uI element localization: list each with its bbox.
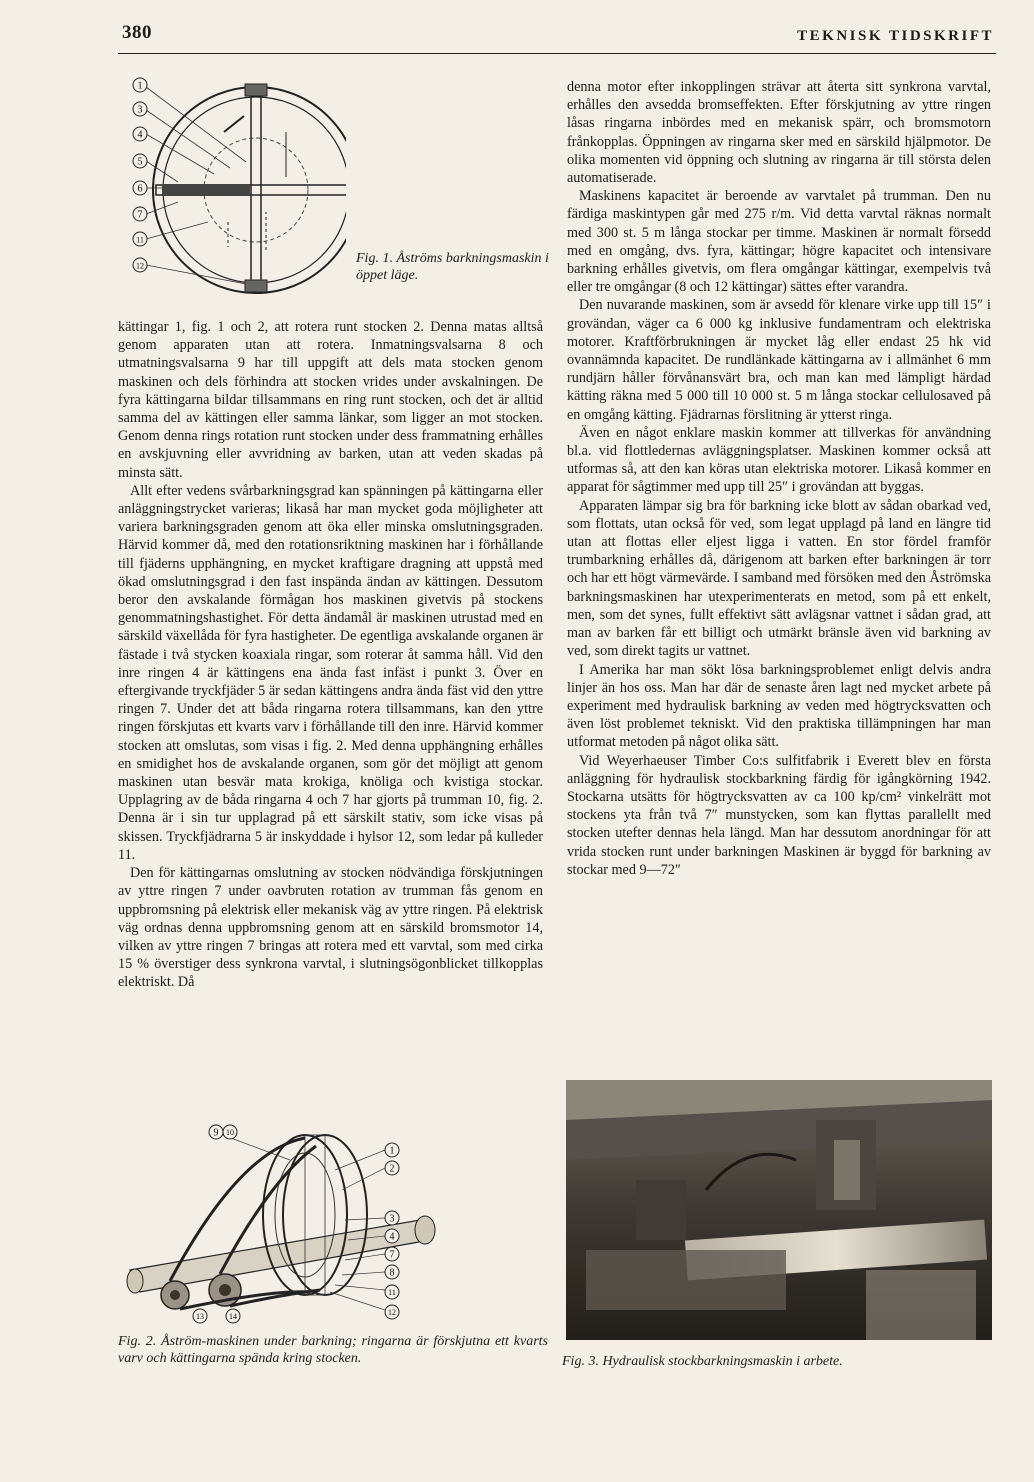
fig2-label: 1 [389,1145,395,1157]
paragraph: I Amerika har man sökt lösa barkningsproblemet enligt delvis andra linjer än hos oss. Man har där de senaste åren lagt ned mycket arbete på experiment med hydraulisk barkning av veden med högtrycksvatten och även löst problemet tekniskt. Vid den praktiska tillämpningen har man utformat metoden på något olika sätt. [567,661,991,751]
fig1-label: 4 [137,129,143,141]
paragraph: denna motor efter inkopplingen strävar att återta sitt synkrona varvtal, erhålles den avsedda bromseffekten. Efter förskjutning av yttre ringen låsas ringarna inbördes med en mekanisk spärr, och bromsmotorn frånkopplas. Öppningen av ringarna sker med en särskild hjälpmotor. De olika momenten vid öppning och slutning av ringarna är till största delen automatiserade. [567,79,991,187]
paragraph: Vid Weyerhaeuser Timber Co:s sulfitfabrik i Everett blev en första anläggning för hydraulisk stockbarkning färdig för igångkörning 1942. Stockarna utsätts för högtrycksvatten av ca 100 kp/cm² vinkelrätt mot stockens yta från två 7″ munstycken, som kan flyttas parallellt med stocken utefter dennas hela längd. Man har dessutom anordningar för att vrida stocken runt under barkningen Maskinen är byggd för barkning av stockar med 9—72″ [567,752,991,878]
journal-title: TEKNISK TIDSKRIFT [797,28,994,44]
figure-3-caption: Fig. 3. Hydraulisk stockbarkningsmaskin i arbete. [562,1354,843,1369]
fig2-label: 2 [389,1163,395,1175]
fig2-label: 14 [229,1312,237,1321]
fig2-label: 10 [226,1128,234,1137]
paragraph: Den för kättingarnas omslutning av stocken nödvändiga förskjutningen av yttre ringen 7 under oavbruten rotation av trumman fås genom en uppbromsning på elektrisk eller mekanisk väg av yttre ringen. På elektrisk väg ordnas denna uppbromsning genom att en särskild bromsmotor 14, vilken av yttre ringen 7 bringas att rotera med ett varvtal, som med cirka 15 % överstiger dess synkrona varvtal, i slutningsögonblicket tillkopplas elektriskt. Då [118,865,543,991]
fig2-label: 8 [389,1267,395,1279]
figure-1-caption: Fig. 1. Åströms barkningsmaskin i öppet läge. [356,251,549,283]
figure-3-photo [566,1080,992,1340]
fig1-label: 11 [136,235,144,245]
fig2-label: 4 [389,1231,395,1243]
fig2-label: 12 [388,1308,396,1317]
fig2-label: 11 [388,1288,396,1297]
page-number: 380 [122,22,152,43]
fig1-label: 12 [136,261,144,271]
paragraph: Även en något enklare maskin kommer att tillverkas för användning bl.a. vid flottledernas avläggningsplatser. Maskinen kommer också att utformas så, att den kan köras utan elektriska motorer. Likaså kommer en apparat för sågtimmer med upp till 25″ i grovändan att byggas. [567,424,991,496]
figure-2-diagram [120,1120,545,1325]
fig1-label: 6 [137,183,143,195]
fig1-label: 3 [137,104,143,116]
figure-1-diagram [118,72,346,302]
paragraph: Maskinens kapacitet är beroende av varvtalet på trumman. Den nu färdiga maskintypen går med 275 r/m. Vid detta varvtal räknas normalt med 300 st. 5 m långa stockar per timme. Maskinen är normalt försedd med en omgång, dvs. fyra, kättingar; högre kapacitet och intensivare barkning erhålles givetvis, om flera omgångar kättingar, exempelvis två eller tre omgångar (8 och 12 kättingar) sättes efter varandra. [567,188,991,296]
fig1-label: 7 [137,209,143,221]
paragraph: Allt efter vedens svårbarkningsgrad kan spänningen på kättingarna eller anläggningstrycket varieras; likaså har man mycket goda möjligheter att variera barkningsgraden genom att öka eller minska omslutningsgraden. Härvid kommer då, med den rotationsriktning maskinen har i förhållande till fjäderns upphängning, en mycket kraftigare dragning att uppstå med ökad omslutningsgrad i den fast inspända ändan av kättingen. Dessutom beror den avskalande förmågan hos maskinen givetvis på stockens genommatningshastighet. För detta ändamål är maskinen utrustad med en särskild växellåda för fyra hastigheter. De egentliga avskalande organen är fästade i två stycken koaxiala ringar, som roterar åt samma håll. Vid den inre ringen 4 är kättingens ena ända fast infäst i punkt 3. Över en eftergivande tryckfjäder 5 är sedan kättingens andra ända fäst vid den yttre ringen 7. Under det att båda ringarna rotera tillsammans, kan den yttre ringen förskjutas ett kvarts varv i förhållande till den inre. Härvid kommer stocken att omslutas, som visas i fig. 2. Med denna upphängning erhålles en smidighet hos de avskalande organen, som gör det möjligt att genom maskinen utan besvär mata krokiga, knöliga och kvistiga stockar. Upplagring av de båda ringarna 4 och 7 har gjorts på trumman 10, fig. 2. Denna är i sin tur upplagrad på ett särskilt stativ, som icke visas på skissen. Tryckfjädrarna 5 är inskyddade i hylsor 12, som ledar på kulleder 11. [118,482,543,863]
header-rule [118,53,996,54]
left-text-column [118,318,543,992]
paragraph: kättingar 1, fig. 1 och 2, att rotera runt stocken 2. Denna matas alltså genom apparaten utan att rotera. Inmatningsvalsarna 8 och utmatningsvalsarna 9 har till uppgift att dels mata stocken genom maskinen och dels förhindra att stocken vrides under avskalningen. De fyra kättingarna bildar tillsammans en ring runt stocken, och det är alltid samma del av kättingen eller samma länkar, som ligger an mot stocken. Genom denna rings rotation runt stocken under dess frammatning erhålles en avskjuvning eller avvridning av barken, utan att veden skadas på minsta sätt. [118,319,543,481]
right-text-column [567,78,991,879]
paragraph: Apparaten lämpar sig bra för barkning icke blott av sådan obarkad ved, som flottats, utan också för ved, som legat upplagd på land en längre tid utan att flottas eller eljest ligga i vatten. En stor fördel framför trumbarkning erhålles då, därigenom att barken efter barkningen är torr och har ett högt värmevärde. I samband med försöken med den Åströmska barkningsmaskinen har utexperimenterats en metod, som på ett enkelt, men, som det synes, fullt effektivt sätt avlägsnar vattnet i sådan grad, att man av barken får ett billigt och utmärkt bränsle även vid barkning av ved, som direkt tagits ur vattnet. [567,497,991,660]
fig2-label: 3 [389,1213,395,1225]
fig1-label: 1 [137,80,143,92]
fig2-label: 13 [196,1312,204,1321]
fig1-label: 5 [137,156,143,168]
fig2-label: 9 [213,1127,219,1139]
fig2-label: 7 [389,1249,395,1261]
paragraph: Den nuvarande maskinen, som är avsedd för klenare virke upp till 15″ i grovändan, väger ca 6 000 kg inklusive fundamentram och elektriska motorer. Kraftförbrukningen är mycket låg eller endast 25 hk vid ovannämnda kapacitet. De rundlänkade kättingarna av i allmänhet 6 mm rundjärn håller förvånansvärt bra, och man kan med lämpligt härdad kätting räkna med 5 000 till 10 000 st. 5 m långa stockar cellulosaved på en omgång kätting. Fjädrarnas förslitning är ytterst ringa. [567,297,991,423]
figure-2-caption: Fig. 2. Åström-maskinen under barkning; ringarna är förskjutna ett kvarts varv och kättingarna spända kring stocken. [118,1334,548,1366]
